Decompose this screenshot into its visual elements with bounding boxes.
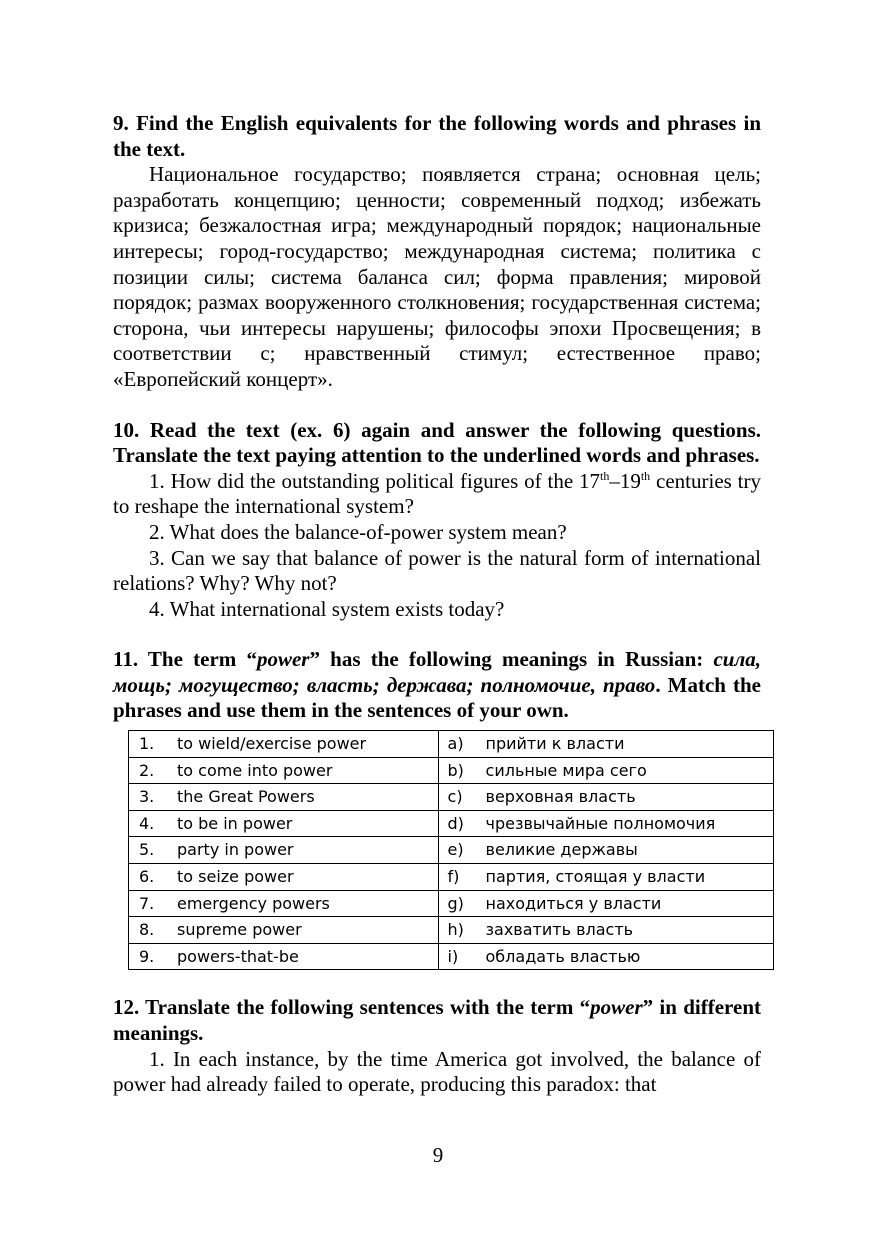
page-content — [113, 111, 761, 1098]
phrase-cell — [129, 917, 439, 944]
translation-text: верховная власть — [485, 787, 636, 807]
phrase-cell — [129, 864, 439, 891]
phrase-cell — [129, 943, 439, 970]
question-1-sup-2: th — [640, 468, 651, 483]
row-number: 6. — [139, 867, 155, 887]
row-letter: i) — [447, 946, 459, 966]
exercise-11-meanings: сила, мощь; могущество; власть; держава; полномочие, право — [113, 647, 761, 697]
translation-cell — [438, 757, 773, 784]
exercise-11-heading-c: . Match the phrases and use them in the sentences of your own. — [113, 672, 761, 723]
translation-text: великие державы — [485, 840, 638, 860]
row-letter: d) — [447, 813, 464, 833]
table-row — [129, 810, 774, 837]
phrase-text: emergency powers — [177, 893, 330, 913]
question-1-text-a: 1. How did the outstanding political figures of the 17 — [149, 468, 600, 493]
phrase-cell — [129, 731, 439, 758]
exercise-12-term: power — [590, 995, 643, 1020]
row-number: 9. — [139, 946, 155, 966]
translation-text: чрезвычайные полномочия — [485, 813, 716, 833]
phrase-text: powers-that-be — [177, 946, 299, 966]
table-row — [129, 784, 774, 811]
exercise-9-heading: 9. Find the English equivalents for the following words and phrases in the text. — [113, 111, 761, 161]
table-row — [129, 917, 774, 944]
translation-text: сильные мира сего — [485, 760, 647, 780]
table-row — [129, 837, 774, 864]
exercise-9-body: Национальное государство; появляется страна; основная цель; разработать концепцию; ценности; современный подход; избежать кризиса; безжалостная игра; международный порядок; национальные интересы; город-государство; международная система; политика с позиции силы; система баланса сил; форма правления; мировой порядок; размах вооруженного столкновения; государственная система; сторона, чьи интересы нарушены; философы эпохи Просвещения; в соответствии с; нравственный стимул; естественное право; «Европейский концерт». — [113, 162, 761, 391]
phrase-text: the Great Powers — [177, 787, 315, 807]
row-letter: c) — [447, 787, 463, 807]
row-number: 1. — [139, 734, 155, 754]
exercise-12 — [113, 995, 761, 1097]
row-number: 3. — [139, 787, 155, 807]
question-1-text-b: –19 — [609, 468, 641, 493]
table-row — [129, 890, 774, 917]
phrase-cell — [129, 890, 439, 917]
row-letter: f) — [447, 867, 460, 887]
translation-cell — [438, 837, 773, 864]
translation-cell — [438, 890, 773, 917]
matching-table — [128, 730, 774, 970]
exercise-11-heading-b: ” has the following meanings in Russian: — [309, 647, 714, 672]
table-row — [129, 757, 774, 784]
exercise-12-heading-b: ” in different meanings. — [113, 995, 761, 1045]
translation-text: захватить власть — [485, 920, 634, 940]
row-letter: b) — [447, 760, 464, 780]
exercise-12-body: 1. In each instance, by the time America got involved, the balance of power had already failed to operate, producing this paradox: that — [113, 1046, 761, 1097]
question-1 — [113, 469, 761, 520]
phrase-text: to be in power — [177, 813, 293, 833]
translation-text: партия, стоящая у власти — [485, 867, 706, 887]
exercise-11-term: power — [256, 647, 310, 672]
phrase-cell — [129, 757, 439, 784]
phrase-text: to wield/exercise power — [177, 734, 367, 754]
question-2: 2. What does the balance-of-power system mean? — [149, 519, 567, 544]
phrase-text: to come into power — [177, 760, 333, 780]
translation-cell — [438, 943, 773, 970]
exercise-11-heading-a: 11. The term “ — [113, 647, 257, 672]
phrase-text: to seize power — [177, 867, 294, 887]
row-number: 8. — [139, 920, 155, 940]
translation-text: прийти к власти — [485, 734, 625, 754]
row-number: 4. — [139, 813, 155, 833]
table-row — [129, 864, 774, 891]
question-4: 4. What international system exists today? — [149, 596, 505, 621]
translation-cell — [438, 917, 773, 944]
table-row — [129, 943, 774, 970]
translation-cell — [438, 864, 773, 891]
phrase-text: party in power — [177, 840, 294, 860]
exercise-9 — [113, 111, 761, 393]
phrase-cell — [129, 810, 439, 837]
phrase-cell — [129, 837, 439, 864]
translation-cell — [438, 784, 773, 811]
translation-text: находиться у власти — [485, 893, 662, 913]
page-number: 9 — [432, 1143, 444, 1167]
exercise-10-heading: 10. Read the text (ex. 6) again and answer the following questions. Translate the text paying attention to the underlined words and phrases. — [113, 417, 761, 468]
row-letter: g) — [447, 893, 464, 913]
exercise-12-heading-a: 12. Translate the following sentences with the term “ — [113, 995, 591, 1020]
question-3: 3. Can we say that balance of power is the natural form of international relations? Why? Why not? — [113, 545, 761, 596]
row-number: 2. — [139, 760, 155, 780]
phrase-text: supreme power — [177, 920, 302, 940]
translation-cell — [438, 810, 773, 837]
translation-text: обладать властью — [485, 946, 641, 966]
row-letter: a) — [447, 734, 464, 754]
question-1-sup-1: th — [600, 468, 610, 483]
exercise-10 — [113, 418, 761, 623]
exercise-12-heading — [113, 995, 761, 1046]
row-letter: h) — [447, 920, 464, 940]
row-letter: e) — [447, 840, 464, 860]
translation-cell — [438, 731, 773, 758]
exercise-11-heading — [113, 647, 761, 724]
question-1-text-c: centuries try to reshape the international system? — [113, 468, 762, 519]
row-number: 5. — [139, 840, 155, 860]
phrase-cell — [129, 784, 439, 811]
exercise-11 — [113, 647, 761, 970]
table-row — [129, 731, 774, 758]
row-number: 7. — [139, 893, 155, 913]
